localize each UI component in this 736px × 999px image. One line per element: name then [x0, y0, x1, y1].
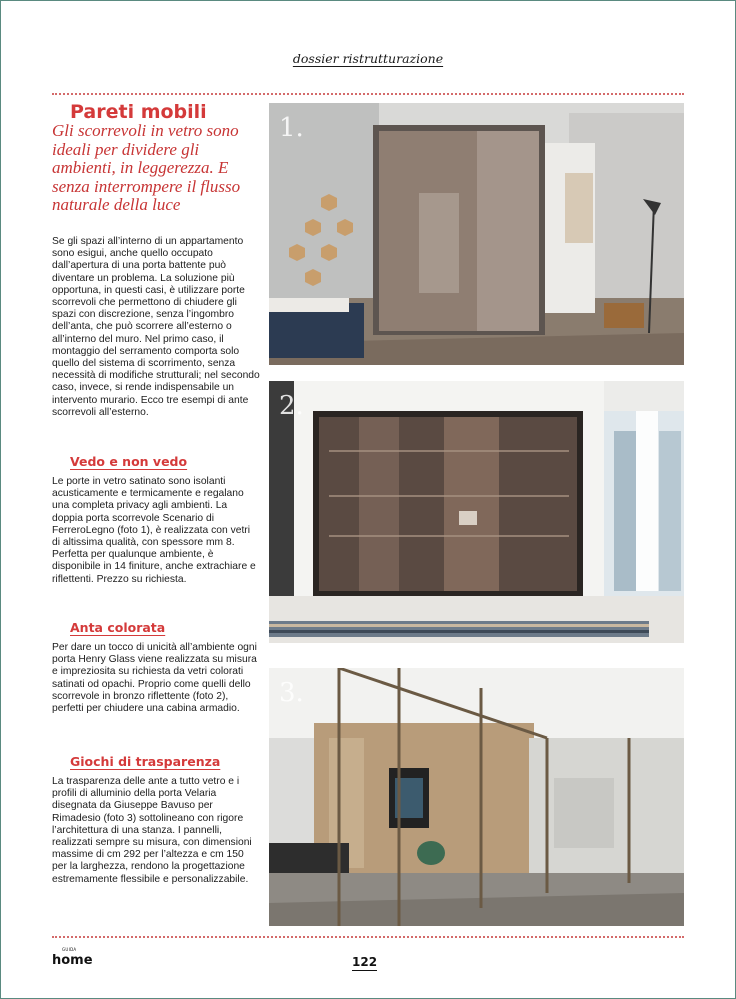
section-text-anta: Per dare un tocco di unicità all’ambiente ogni porta Henry Glass viene realizzata su misura e impreziosita su richiesta da vetri colorati satinati od opachi. Proprio come quelli dello scorrevole in bronzo riflettente (foto 2), perfetti per chiudere una cabina armadio. — [52, 642, 257, 715]
photo-1 — [269, 103, 684, 365]
wardrobe-glass-door-photo — [269, 381, 684, 643]
section-text-vedo: Le porte in vetro satinato sono isolanti acusticamente e termicamente e regalano una completa privacy agli ambienti. La doppia porta scorrevole Scenario di FerreroLegno (foto 1), è realizzata con vetri di altissima qualità, con spessore mm 8. Perfetta per qualunque ambiente, è disponibile in 14 finiture, anche extrachiare e riflettenti. Prezzo su richiesta. — [52, 476, 256, 585]
article-subtitle: Gli scorrevoli in vetro sono ideali per dividere gli ambienti, in leggerezza. E senza interrompere il flusso naturale della luce — [52, 121, 241, 214]
intro-paragraph: Se gli spazi all’interno di un appartamento sono esigui, anche quello occupato dall’apertura di una porta battente può diventare un problema. La soluzione più opportuna, in questi casi, è utilizzare porte scorrevoli che permettono di chiudere gli spazi con discrezione, senza l’ingombro dell’anta, che può scorrere all’esterno o all’interno del muro. Nel primo caso, il montaggio del serramento comporta solo quello del sistema di scorrimento, senza necessità di modifiche strutturali; nel secondo caso, invece, si rende indispensabile un intervento murario. Ecco tre esempi di ante scorrevoli all’esterno. — [52, 236, 260, 418]
article-title: Pareti mobili — [70, 101, 207, 123]
magazine-logo: GUIDA home — [52, 947, 93, 968]
section-title-vedo: Vedo e non vedo — [70, 454, 188, 469]
bottom-divider — [52, 936, 684, 938]
section-title-giochi: Giochi di trasparenza — [70, 754, 221, 769]
section-header: dossier ristrutturazione — [292, 51, 444, 66]
page-number: 122 — [352, 955, 378, 969]
photo-number-2: 2. — [279, 391, 304, 421]
section-text-giochi: La trasparenza delle ante a tutto vetro e i profili di alluminio della porta Velaria disegnata da Giuseppe Bavuso per Rimadesio (foto 3) sottolineano con rigore l’architettura di una stanza. I pannelli, realizzati sempre su misura, con dimensioni massime di cm 292 per l’altezza e cm 150 per la larghezza, rendono la progettazione estremamente flessibile e personalizzabile. — [52, 776, 252, 885]
top-divider — [52, 93, 684, 95]
living-room-glass-partition-photo — [269, 668, 684, 926]
photo-2 — [269, 381, 684, 643]
photo-3 — [269, 668, 684, 926]
photo-number-3: 3. — [279, 678, 304, 708]
bedroom-sliding-door-photo — [269, 103, 684, 365]
photo-number-1: 1. — [279, 113, 304, 143]
section-title-anta: Anta colorata — [70, 620, 166, 635]
